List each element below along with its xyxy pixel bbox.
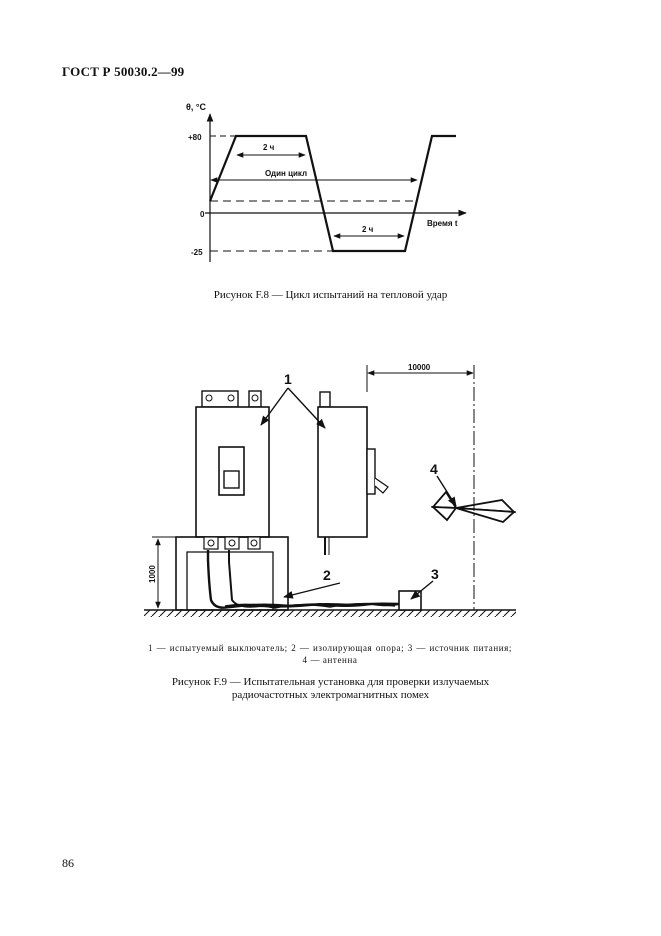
callout-3: 3 — [431, 566, 439, 582]
callout-2: 2 — [323, 567, 331, 583]
test-setup-diagram — [144, 363, 516, 617]
x-axis-label: Время t — [427, 219, 458, 228]
switch-side-view — [318, 392, 388, 555]
figure-f9-legend: 1 — испытуемый выключатель; 2 — изолирующая опора; 3 — источник питания; 4 — антенна — [148, 643, 512, 665]
document-header: ГОСТ Р 50030.2—99 — [62, 64, 185, 79]
page-number: 86 — [62, 856, 74, 870]
cables — [208, 550, 402, 608]
tick-low-label: -25 — [191, 248, 203, 257]
tick-high-label: +80 — [188, 133, 202, 142]
figure-f8-caption: Рисунок F.8 — Цикл испытаний на тепловой удар — [213, 289, 448, 301]
dwell-bottom-label: 2 ч — [362, 225, 374, 234]
thermal-cycle-diagram — [186, 102, 466, 262]
dwell-top-label: 2 ч — [263, 143, 275, 152]
distance-label: 10000 — [408, 363, 431, 372]
temperature-curve — [210, 136, 456, 251]
y-axis-label: θ, °C — [186, 102, 206, 112]
leader-3 — [411, 581, 433, 599]
cycle-label: Один цикл — [265, 169, 308, 178]
ground-hatch — [144, 610, 516, 617]
switch-front-view — [196, 391, 269, 537]
figure-f9-caption-line1: Рисунок F.9 — Испытательная установка для проверки излучаемых — [171, 676, 490, 688]
callout-1: 1 — [284, 371, 292, 387]
figure-f9-caption — [0, 676, 661, 702]
figure-f9-caption-line2: радиочастотных электромагнитных помех — [231, 689, 430, 701]
leader-2 — [284, 583, 340, 597]
callout-4: 4 — [430, 461, 438, 477]
tick-zero-label: 0 — [200, 210, 205, 219]
height-label: 1000 — [148, 565, 157, 583]
